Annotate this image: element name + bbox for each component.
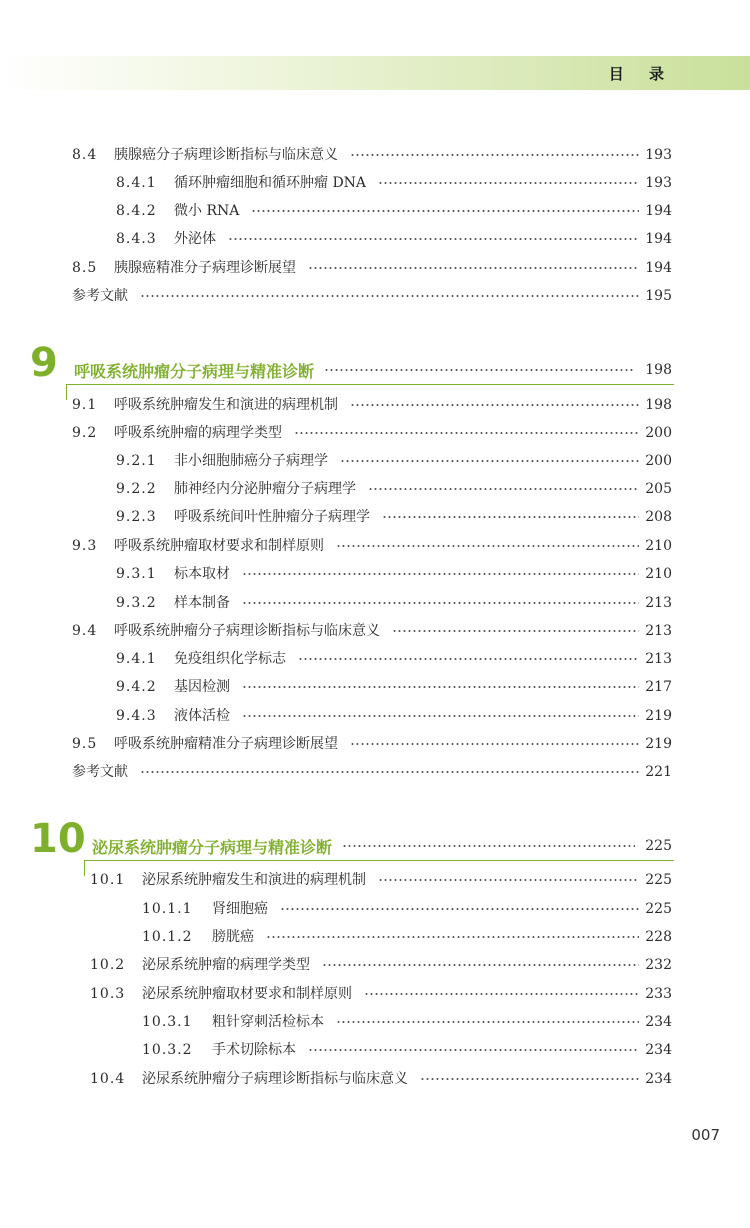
page-ref: 195 bbox=[645, 288, 672, 304]
section-number: 10.2 bbox=[90, 957, 126, 973]
section-title: 泌尿系统肿瘤的病理学类型 bbox=[142, 957, 310, 973]
page-ref: 198 bbox=[645, 362, 672, 378]
toc-entry-9-3[interactable] bbox=[72, 536, 672, 556]
leader-dots bbox=[378, 879, 639, 881]
section-title: 泌尿系统肿瘤发生和演进的病理机制 bbox=[142, 872, 366, 888]
page-ref: 213 bbox=[645, 651, 672, 667]
page-ref: 232 bbox=[645, 957, 672, 973]
toc-entry-9-2[interactable] bbox=[72, 423, 672, 443]
section-title: 呼吸系统肿瘤的病理学类型 bbox=[114, 425, 282, 441]
section-title: 微小 RNA bbox=[174, 203, 240, 219]
section-number: 10.1.1 bbox=[142, 901, 193, 917]
leader-dots bbox=[266, 936, 639, 938]
page-number: 007 bbox=[691, 1126, 720, 1144]
page-ref: 225 bbox=[645, 872, 672, 888]
leader-dots bbox=[420, 1078, 639, 1080]
page-ref: 234 bbox=[645, 1071, 672, 1087]
toc-entry-references-8[interactable] bbox=[72, 286, 672, 306]
header-title: 目 录 bbox=[608, 65, 674, 83]
leader-dots bbox=[308, 267, 639, 269]
page-ref: 210 bbox=[645, 538, 672, 554]
section-number: 9.3.2 bbox=[116, 595, 157, 611]
section-number: 8.5 bbox=[72, 260, 98, 276]
toc-entry-10-1-2[interactable] bbox=[142, 927, 672, 947]
chapter-title-row[interactable] bbox=[74, 357, 672, 383]
leader-dots bbox=[336, 1021, 639, 1023]
chapter-underline bbox=[84, 860, 674, 861]
chapter-title: 呼吸系统肿瘤分子病理与精准诊断 bbox=[74, 361, 315, 381]
toc-entry-8-4-3[interactable] bbox=[116, 229, 672, 249]
page-ref: 193 bbox=[645, 147, 672, 163]
section-title: 泌尿系统肿瘤取材要求和制样原则 bbox=[142, 986, 352, 1002]
section-title: 参考文献 bbox=[72, 764, 128, 780]
leader-dots bbox=[242, 686, 639, 688]
page-ref: 221 bbox=[645, 764, 672, 780]
leader-dots bbox=[242, 573, 639, 575]
section-title: 胰腺癌精准分子病理诊断展望 bbox=[114, 260, 296, 276]
chapter-title: 泌尿系统肿瘤分子病理与精准诊断 bbox=[92, 837, 333, 857]
section-title: 呼吸系统肿瘤发生和演进的病理机制 bbox=[114, 397, 338, 413]
leader-dots bbox=[342, 845, 635, 847]
section-number: 9.3.1 bbox=[116, 566, 157, 582]
section-title: 呼吸系统肿瘤精准分子病理诊断展望 bbox=[114, 736, 338, 752]
leader-dots bbox=[242, 602, 639, 604]
toc-entry-9-2-1[interactable] bbox=[116, 451, 672, 471]
page-ref: 198 bbox=[645, 397, 672, 413]
section-title: 循环肿瘤细胞和循环肿瘤 DNA bbox=[174, 175, 367, 191]
section-title: 呼吸系统间叶性肿瘤分子病理学 bbox=[174, 509, 370, 525]
section-number: 9.4 bbox=[72, 623, 98, 639]
leader-dots bbox=[242, 715, 639, 717]
section-number: 9.4.2 bbox=[116, 679, 157, 695]
toc-entry-10-2[interactable] bbox=[90, 955, 672, 975]
toc-entry-9-4-3[interactable] bbox=[116, 706, 672, 726]
toc-entry-9-5[interactable] bbox=[72, 734, 672, 754]
section-number: 10.1 bbox=[90, 872, 126, 888]
section-number: 9.2.3 bbox=[116, 509, 157, 525]
chapter-number: 9 bbox=[30, 340, 58, 386]
leader-dots bbox=[140, 771, 639, 773]
section-number: 10.3.2 bbox=[142, 1042, 193, 1058]
page-ref: 225 bbox=[645, 901, 672, 917]
leader-dots bbox=[324, 369, 635, 371]
page-ref: 213 bbox=[645, 623, 672, 639]
leader-dots bbox=[350, 743, 639, 745]
section-title: 手术切除标本 bbox=[212, 1042, 296, 1058]
section-number: 10.3 bbox=[90, 986, 126, 1002]
section-number: 8.4 bbox=[72, 147, 98, 163]
toc-entry-9-2-3[interactable] bbox=[116, 507, 672, 527]
toc-entry-8-4-1[interactable] bbox=[116, 173, 672, 193]
section-number: 8.4.2 bbox=[116, 203, 157, 219]
section-title: 膀胱癌 bbox=[212, 929, 254, 945]
section-number: 10.1.2 bbox=[142, 929, 193, 945]
page-ref: 193 bbox=[645, 175, 672, 191]
section-title: 免疫组织化学标志 bbox=[174, 651, 286, 667]
chapter-divider bbox=[84, 860, 85, 876]
chapter-underline bbox=[66, 384, 674, 385]
page-ref: 200 bbox=[645, 453, 672, 469]
leader-dots bbox=[340, 460, 639, 462]
page-ref: 200 bbox=[645, 425, 672, 441]
section-number: 9.5 bbox=[72, 736, 98, 752]
page-ref: 217 bbox=[645, 679, 672, 695]
section-number: 10.4 bbox=[90, 1071, 126, 1087]
page-ref: 234 bbox=[645, 1042, 672, 1058]
toc-entry-10-1[interactable] bbox=[90, 870, 672, 890]
leader-dots bbox=[308, 1049, 639, 1051]
toc-entry-9-2-2[interactable] bbox=[116, 479, 672, 499]
section-title: 泌尿系统肿瘤分子病理诊断指标与临床意义 bbox=[142, 1071, 408, 1087]
leader-dots bbox=[251, 210, 639, 212]
section-title: 胰腺癌分子病理诊断指标与临床意义 bbox=[114, 147, 338, 163]
toc-entry-8-4[interactable] bbox=[72, 145, 672, 165]
section-title: 粗针穿刺活检标本 bbox=[212, 1014, 324, 1030]
chapter-divider bbox=[66, 384, 67, 400]
page-ref: 219 bbox=[645, 708, 672, 724]
chapter-title-row[interactable] bbox=[92, 833, 672, 859]
section-title: 肺神经内分泌肿瘤分子病理学 bbox=[174, 481, 356, 497]
leader-dots bbox=[228, 238, 639, 240]
leader-dots bbox=[140, 295, 639, 297]
leader-dots bbox=[382, 516, 639, 518]
toc-entry-9-4-2[interactable] bbox=[116, 677, 672, 697]
section-number: 9.2.1 bbox=[116, 453, 157, 469]
section-number: 9.4.3 bbox=[116, 708, 157, 724]
page-ref: 194 bbox=[645, 231, 672, 247]
section-title: 参考文献 bbox=[72, 288, 128, 304]
leader-dots bbox=[364, 993, 639, 995]
section-title: 非小细胞肺癌分子病理学 bbox=[174, 453, 328, 469]
toc-entry-9-1[interactable] bbox=[72, 395, 672, 415]
section-title: 外泌体 bbox=[174, 231, 216, 247]
section-number: 8.4.1 bbox=[116, 175, 157, 191]
leader-dots bbox=[336, 545, 639, 547]
page-ref: 233 bbox=[645, 986, 672, 1002]
leader-dots bbox=[378, 182, 639, 184]
leader-dots bbox=[298, 658, 639, 660]
page-ref: 208 bbox=[645, 509, 672, 525]
toc-entry-9-4[interactable] bbox=[72, 621, 672, 641]
leader-dots bbox=[350, 404, 639, 406]
page-ref: 210 bbox=[645, 566, 672, 582]
page-ref: 228 bbox=[645, 929, 672, 945]
toc-entry-references-9[interactable] bbox=[72, 762, 672, 782]
leader-dots bbox=[350, 154, 639, 156]
leader-dots bbox=[322, 964, 639, 966]
page-ref: 219 bbox=[645, 736, 672, 752]
section-number: 9.1 bbox=[72, 397, 98, 413]
leader-dots bbox=[368, 488, 639, 490]
section-title: 呼吸系统肿瘤取材要求和制样原则 bbox=[114, 538, 324, 554]
toc-entry-10-3-2[interactable] bbox=[142, 1040, 672, 1060]
page-ref: 194 bbox=[645, 203, 672, 219]
section-number: 9.4.1 bbox=[116, 651, 157, 667]
section-title: 标本取材 bbox=[174, 566, 230, 582]
section-number: 9.2 bbox=[72, 425, 98, 441]
toc-entry-10-4[interactable] bbox=[90, 1069, 672, 1089]
section-number: 8.4.3 bbox=[116, 231, 157, 247]
section-number: 10.3.1 bbox=[142, 1014, 193, 1030]
leader-dots bbox=[392, 630, 639, 632]
toc-entry-9-3-2[interactable] bbox=[116, 593, 672, 613]
leader-dots bbox=[280, 908, 639, 910]
section-title: 呼吸系统肿瘤分子病理诊断指标与临床意义 bbox=[114, 623, 380, 639]
page-ref: 205 bbox=[645, 481, 672, 497]
leader-dots bbox=[294, 432, 639, 434]
page-ref: 225 bbox=[645, 838, 672, 854]
page-ref: 194 bbox=[645, 260, 672, 276]
section-number: 9.3 bbox=[72, 538, 98, 554]
section-title: 样本制备 bbox=[174, 595, 230, 611]
toc-entry-8-4-2[interactable] bbox=[116, 201, 672, 221]
section-number: 9.2.2 bbox=[116, 481, 157, 497]
toc-entry-10-1-1[interactable] bbox=[142, 899, 672, 919]
toc-entry-10-3-1[interactable] bbox=[142, 1012, 672, 1032]
page-ref: 213 bbox=[645, 595, 672, 611]
section-title: 基因检测 bbox=[174, 679, 230, 695]
page-ref: 234 bbox=[645, 1014, 672, 1030]
section-title: 液体活检 bbox=[174, 708, 230, 724]
toc-entry-9-3-1[interactable] bbox=[116, 564, 672, 584]
chapter-number: 10 bbox=[30, 816, 86, 862]
toc-entry-9-4-1[interactable] bbox=[116, 649, 672, 669]
toc-entry-8-5[interactable] bbox=[72, 258, 672, 278]
toc-entry-10-3[interactable] bbox=[90, 984, 672, 1004]
section-title: 肾细胞癌 bbox=[212, 901, 268, 917]
